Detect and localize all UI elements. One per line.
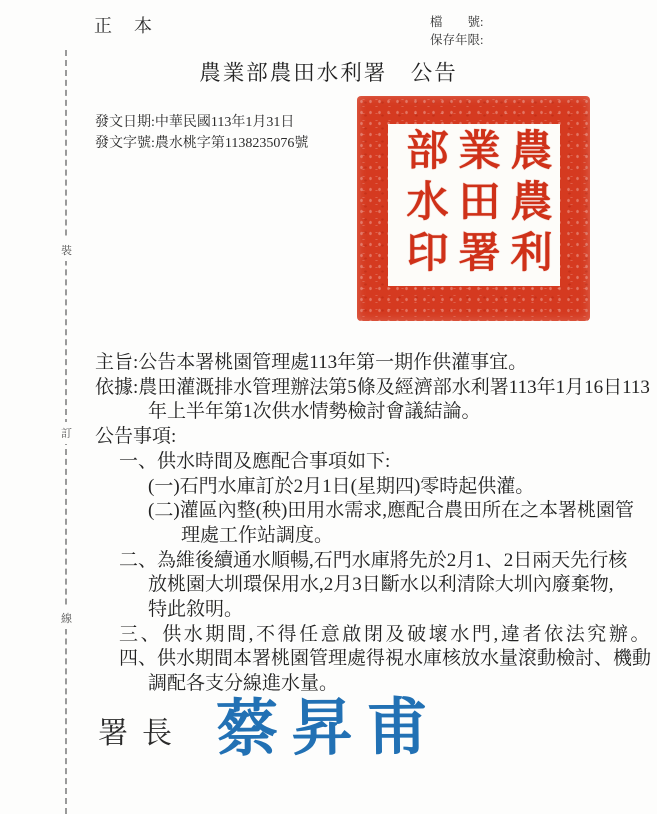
body-line: (二)灌區內整(秧)田用水需求,應配合農田所在之本署桃園管 [148,500,635,522]
body-line: 四、供水期間本署桃園管理處得視水庫核放水量滾動檢討、機動 [119,648,652,670]
official-agency-seal [357,96,590,321]
binding-char-xian: 線 [59,607,74,629]
doc-number-line: 發文字號:農水桃字第1138235076號 [95,136,309,151]
seal-inner-face [388,124,560,286]
body-line: 年上半年第1次供水情勢檢討會議結論。 [148,401,481,423]
copy-type-label: 正 本 [94,16,154,36]
body-line: 依據:農田灌溉排水管理辦法第5條及經濟部水利署113年1月16日113 [95,376,650,398]
file-no-label: 檔 號: [430,15,484,29]
body-line: 一、供水時間及應配合事項如下: [119,450,391,472]
signature-block [98,678,441,767]
body-line: 三、供水期間,不得任意啟閉及破壞水門,違者依法究辦。 [119,623,653,645]
body-line: 調配各支分線進水量。 [148,673,339,695]
body-line: 特此敘明。 [148,599,244,621]
retention-period-label: 保存年限: [430,33,484,47]
file-number-block [430,13,483,49]
seal-column-right: 農業部 [400,127,551,176]
seal-column-left: 利署印 [400,230,551,279]
body-line: 二、為維後續通水順暢,石門水庫將先於2月1、2日兩天先行核 [119,549,628,571]
body-line: 理處工作站調度。 [181,524,334,546]
signer-title: 署長 [98,716,186,750]
seal-column-middle: 農田水 [400,178,551,227]
issue-meta-block [95,112,308,154]
announcement-title: 農業部農田水利署 公告 [199,61,458,85]
issue-date-line: 發文日期:中華民國113年1月31日 [95,115,295,130]
body-line: 主旨:公告本署桃園管理處113年第一期作供灌事宜。 [95,352,528,373]
body-line: 公告事項: [95,426,177,448]
signer-name-calligraphy: 蔡昇甫 [215,694,442,764]
announcement-body [95,351,653,697]
binding-char-ding: 訂 [59,422,74,444]
body-line: 放桃園大圳環保用水,2月3日斷水以利清除大圳內廢棄物, [148,574,614,596]
body-line: (一)石門水庫訂於2月1日(星期四)零時起供灌。 [148,475,535,497]
binding-char-zhuang: 裝 [59,239,74,261]
